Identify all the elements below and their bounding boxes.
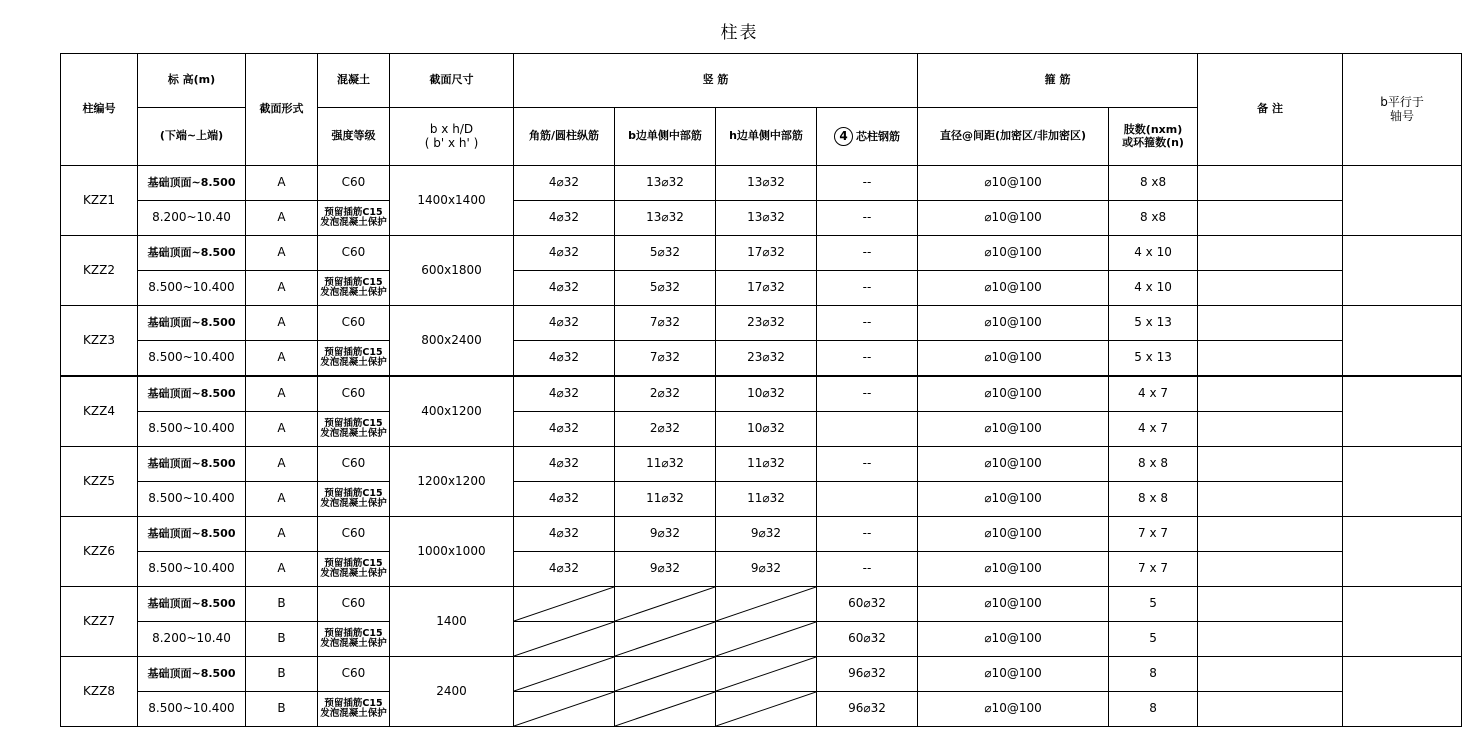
section-form: B [246,587,318,622]
empty-cell [514,692,615,727]
corner-rebar: 4⌀32 [514,271,615,306]
core-rebar: -- [817,447,918,482]
section-size: 1400 [390,587,514,657]
empty-cell [514,587,615,622]
diagonal-line [716,587,816,621]
table-row [61,552,1462,587]
elevation: 基础顶面~8.500 [138,447,246,482]
stirrup-spacing: ⌀10@100 [918,166,1109,201]
core-rebar: -- [817,271,918,306]
remark-cell [1198,306,1343,341]
diagonal-line [716,657,816,691]
stirrup-legs: 5 [1109,587,1198,622]
remark-cell [1198,376,1343,412]
concrete-grade: 预留插筋C15 发泡混凝土保护 [318,622,390,657]
concrete-grade: 预留插筋C15 发泡混凝土保护 [318,271,390,306]
concrete-grade: 预留插筋C15 发泡混凝土保护 [318,552,390,587]
stirrup-spacing: ⌀10@100 [918,482,1109,517]
corner-rebar: 4⌀32 [514,376,615,412]
table-row [61,306,1462,341]
corner-rebar: 4⌀32 [514,482,615,517]
core-rebar: -- [817,306,918,341]
header-section-form: 截面形式 [246,54,318,166]
h-side-rebar: 13⌀32 [716,166,817,201]
table-row [61,376,1462,412]
header-column-id: 柱编号 [61,54,138,166]
remark-cell [1198,482,1343,517]
core-rebar: -- [817,376,918,412]
elevation: 基础顶面~8.500 [138,306,246,341]
stirrup-legs: 8 x 8 [1109,447,1198,482]
section-size: 1000x1000 [390,517,514,587]
header-stirrup-spacing: 直径@间距(加密区/非加密区) [918,108,1109,166]
remark-cell [1198,236,1343,271]
concrete-grade: C60 [318,376,390,412]
header-concrete-bottom: 强度等级 [318,108,390,166]
core-rebar: 60⌀32 [817,587,918,622]
b-side-rebar: 2⌀32 [615,376,716,412]
concrete-grade: 预留插筋C15 发泡混凝土保护 [318,201,390,236]
core-rebar: 96⌀32 [817,657,918,692]
stirrup-spacing: ⌀10@100 [918,692,1109,727]
column-id: KZZ3 [61,306,138,377]
corner-rebar: 4⌀32 [514,341,615,377]
stirrup-spacing: ⌀10@100 [918,236,1109,271]
section-form: A [246,236,318,271]
circle-number-icon: 4 [834,127,853,146]
stirrup-spacing: ⌀10@100 [918,447,1109,482]
diagonal-line [615,622,715,656]
table-row [61,236,1462,271]
concrete-grade: C60 [318,447,390,482]
b-side-rebar: 9⌀32 [615,517,716,552]
header-core: 4 芯柱钢筋 [817,108,918,166]
b-side-rebar: 13⌀32 [615,166,716,201]
empty-cell [716,622,817,657]
section-form: A [246,271,318,306]
concrete-grade: 预留插筋C15 发泡混凝土保护 [318,692,390,727]
header-remark: 备 注 [1198,54,1343,166]
core-rebar: 60⌀32 [817,622,918,657]
corner-rebar: 4⌀32 [514,447,615,482]
axis-cell [1343,236,1462,306]
table-row [61,517,1462,552]
header-concrete-top: 混凝土 [318,54,390,108]
elevation: 8.500~10.400 [138,482,246,517]
h-side-rebar: 13⌀32 [716,201,817,236]
core-rebar: 96⌀32 [817,692,918,727]
section-form: A [246,306,318,341]
remark-cell [1198,166,1343,201]
elevation: 8.500~10.400 [138,412,246,447]
header-legs: 肢数(nxm) 或环箍数(n) [1109,108,1198,166]
elevation: 8.200~10.40 [138,201,246,236]
b-side-rebar: 9⌀32 [615,552,716,587]
empty-cell [615,692,716,727]
table-row [61,587,1462,622]
stirrup-spacing: ⌀10@100 [918,306,1109,341]
section-form: A [246,517,318,552]
corner-rebar: 4⌀32 [514,517,615,552]
section-form: B [246,622,318,657]
remark-cell [1198,341,1343,377]
header-axis: b平行于 轴号 [1343,54,1462,166]
elevation: 8.500~10.400 [138,692,246,727]
header-h-side: h边单侧中部筋 [716,108,817,166]
elevation: 基础顶面~8.500 [138,236,246,271]
b-side-rebar: 5⌀32 [615,236,716,271]
stirrup-spacing: ⌀10@100 [918,201,1109,236]
h-side-rebar: 9⌀32 [716,552,817,587]
diagonal-line [514,657,614,691]
header-elevation-bottom: (下端~上端) [138,108,246,166]
elevation: 8.500~10.400 [138,341,246,377]
table-row [61,692,1462,727]
stirrup-legs: 8 x8 [1109,166,1198,201]
column-id: KZZ5 [61,447,138,517]
elevation: 8.200~10.40 [138,622,246,657]
remark-cell [1198,201,1343,236]
remark-cell [1198,517,1343,552]
section-size: 800x2400 [390,306,514,377]
corner-rebar: 4⌀32 [514,306,615,341]
h-side-rebar: 23⌀32 [716,306,817,341]
stirrup-spacing: ⌀10@100 [918,376,1109,412]
diagonal-line [615,692,715,726]
header-size-bottom: b x h/D ( b' x h' ) [390,108,514,166]
axis-cell [1343,447,1462,517]
empty-cell [615,657,716,692]
h-side-rebar: 9⌀32 [716,517,817,552]
h-side-rebar: 17⌀32 [716,236,817,271]
diagonal-line [716,622,816,656]
section-form: B [246,692,318,727]
stirrup-legs: 4 x 10 [1109,236,1198,271]
core-rebar: -- [817,166,918,201]
stirrup-legs: 8 [1109,692,1198,727]
section-form: A [246,412,318,447]
stirrup-spacing: ⌀10@100 [918,657,1109,692]
section-form: A [246,552,318,587]
section-size: 600x1800 [390,236,514,306]
table-row [61,271,1462,306]
h-side-rebar: 11⌀32 [716,482,817,517]
stirrup-legs: 8 x8 [1109,201,1198,236]
empty-cell [615,622,716,657]
section-form: A [246,447,318,482]
stirrup-legs: 7 x 7 [1109,517,1198,552]
corner-rebar: 4⌀32 [514,412,615,447]
table-row [61,341,1462,377]
core-rebar: -- [817,236,918,271]
diagonal-line [615,587,715,621]
concrete-grade: 预留插筋C15 发泡混凝土保护 [318,341,390,377]
elevation: 基础顶面~8.500 [138,166,246,201]
column-id: KZZ6 [61,517,138,587]
section-size: 400x1200 [390,376,514,447]
diagonal-line [615,657,715,691]
empty-cell [514,622,615,657]
concrete-grade: C60 [318,587,390,622]
h-side-rebar: 10⌀32 [716,376,817,412]
column-id: KZZ8 [61,657,138,727]
remark-cell [1198,657,1343,692]
b-side-rebar: 7⌀32 [615,306,716,341]
stirrup-spacing: ⌀10@100 [918,587,1109,622]
corner-rebar: 4⌀32 [514,201,615,236]
concrete-grade: 预留插筋C15 发泡混凝土保护 [318,412,390,447]
column-id: KZZ1 [61,166,138,236]
core-rebar [817,482,918,517]
b-side-rebar: 11⌀32 [615,447,716,482]
axis-cell [1343,587,1462,657]
remark-cell [1198,692,1343,727]
corner-rebar: 4⌀32 [514,166,615,201]
diagonal-line [514,622,614,656]
remark-cell [1198,412,1343,447]
page-title: 柱表 [720,23,759,43]
corner-rebar: 4⌀32 [514,236,615,271]
header-size-top: 截面尺寸 [390,54,514,108]
concrete-grade: C60 [318,517,390,552]
table-row [61,657,1462,692]
column-id: KZZ4 [61,376,138,447]
diagonal-line [514,587,614,621]
stirrup-spacing: ⌀10@100 [918,517,1109,552]
b-side-rebar: 11⌀32 [615,482,716,517]
h-side-rebar: 11⌀32 [716,447,817,482]
axis-cell [1343,657,1462,727]
concrete-grade: C60 [318,236,390,271]
column-schedule-table [60,53,1462,727]
table-row [61,166,1462,201]
h-side-rebar: 17⌀32 [716,271,817,306]
axis-cell [1343,376,1462,447]
empty-cell [716,692,817,727]
section-form: A [246,341,318,377]
core-rebar [817,412,918,447]
empty-cell [716,657,817,692]
column-id: KZZ7 [61,587,138,657]
remark-cell [1198,587,1343,622]
remark-cell [1198,622,1343,657]
b-side-rebar: 13⌀32 [615,201,716,236]
section-form: A [246,482,318,517]
stirrup-legs: 4 x 10 [1109,271,1198,306]
header-elevation-top: 标 高(m) [138,54,246,108]
elevation: 基础顶面~8.500 [138,376,246,412]
axis-cell [1343,517,1462,587]
elevation: 基础顶面~8.500 [138,657,246,692]
stirrup-legs: 8 [1109,657,1198,692]
core-rebar: -- [817,552,918,587]
table-row [61,447,1462,482]
stirrup-legs: 5 [1109,622,1198,657]
header-corner: 角筋/圆柱纵筋 [514,108,615,166]
section-size: 1200x1200 [390,447,514,517]
table-row [61,412,1462,447]
table-row [61,201,1462,236]
section-size: 1400x1400 [390,166,514,236]
stirrup-legs: 4 x 7 [1109,412,1198,447]
core-rebar: -- [817,201,918,236]
elevation: 8.500~10.400 [138,552,246,587]
h-side-rebar: 10⌀32 [716,412,817,447]
core-rebar: -- [817,517,918,552]
header-b-side: b边单侧中部筋 [615,108,716,166]
empty-cell [615,587,716,622]
column-id: KZZ2 [61,236,138,306]
remark-cell [1198,552,1343,587]
stirrup-spacing: ⌀10@100 [918,412,1109,447]
section-form: A [246,166,318,201]
section-form: B [246,657,318,692]
concrete-grade: 预留插筋C15 发泡混凝土保护 [318,482,390,517]
empty-cell [514,657,615,692]
h-side-rebar: 23⌀32 [716,341,817,377]
corner-rebar: 4⌀32 [514,552,615,587]
stirrup-legs: 4 x 7 [1109,376,1198,412]
b-side-rebar: 7⌀32 [615,341,716,377]
axis-cell [1343,166,1462,236]
diagonal-line [716,692,816,726]
b-side-rebar: 5⌀32 [615,271,716,306]
stirrup-spacing: ⌀10@100 [918,341,1109,377]
table-row [61,622,1462,657]
remark-cell [1198,271,1343,306]
diagonal-line [514,692,614,726]
stirrup-legs: 7 x 7 [1109,552,1198,587]
table-row [61,482,1462,517]
section-form: A [246,201,318,236]
stirrup-spacing: ⌀10@100 [918,552,1109,587]
elevation: 8.500~10.400 [138,271,246,306]
stirrup-legs: 5 x 13 [1109,306,1198,341]
section-form: A [246,376,318,412]
stirrup-spacing: ⌀10@100 [918,271,1109,306]
stirrup-legs: 5 x 13 [1109,341,1198,377]
header-longitudinal: 竖 筋 [514,54,918,108]
elevation: 基础顶面~8.500 [138,587,246,622]
concrete-grade: C60 [318,306,390,341]
stirrup-spacing: ⌀10@100 [918,622,1109,657]
header-stirrup: 箍 筋 [918,54,1198,108]
empty-cell [716,587,817,622]
axis-cell [1343,306,1462,377]
section-size: 2400 [390,657,514,727]
b-side-rebar: 2⌀32 [615,412,716,447]
elevation: 基础顶面~8.500 [138,517,246,552]
core-rebar: -- [817,341,918,377]
concrete-grade: C60 [318,657,390,692]
stirrup-legs: 8 x 8 [1109,482,1198,517]
concrete-grade: C60 [318,166,390,201]
remark-cell [1198,447,1343,482]
